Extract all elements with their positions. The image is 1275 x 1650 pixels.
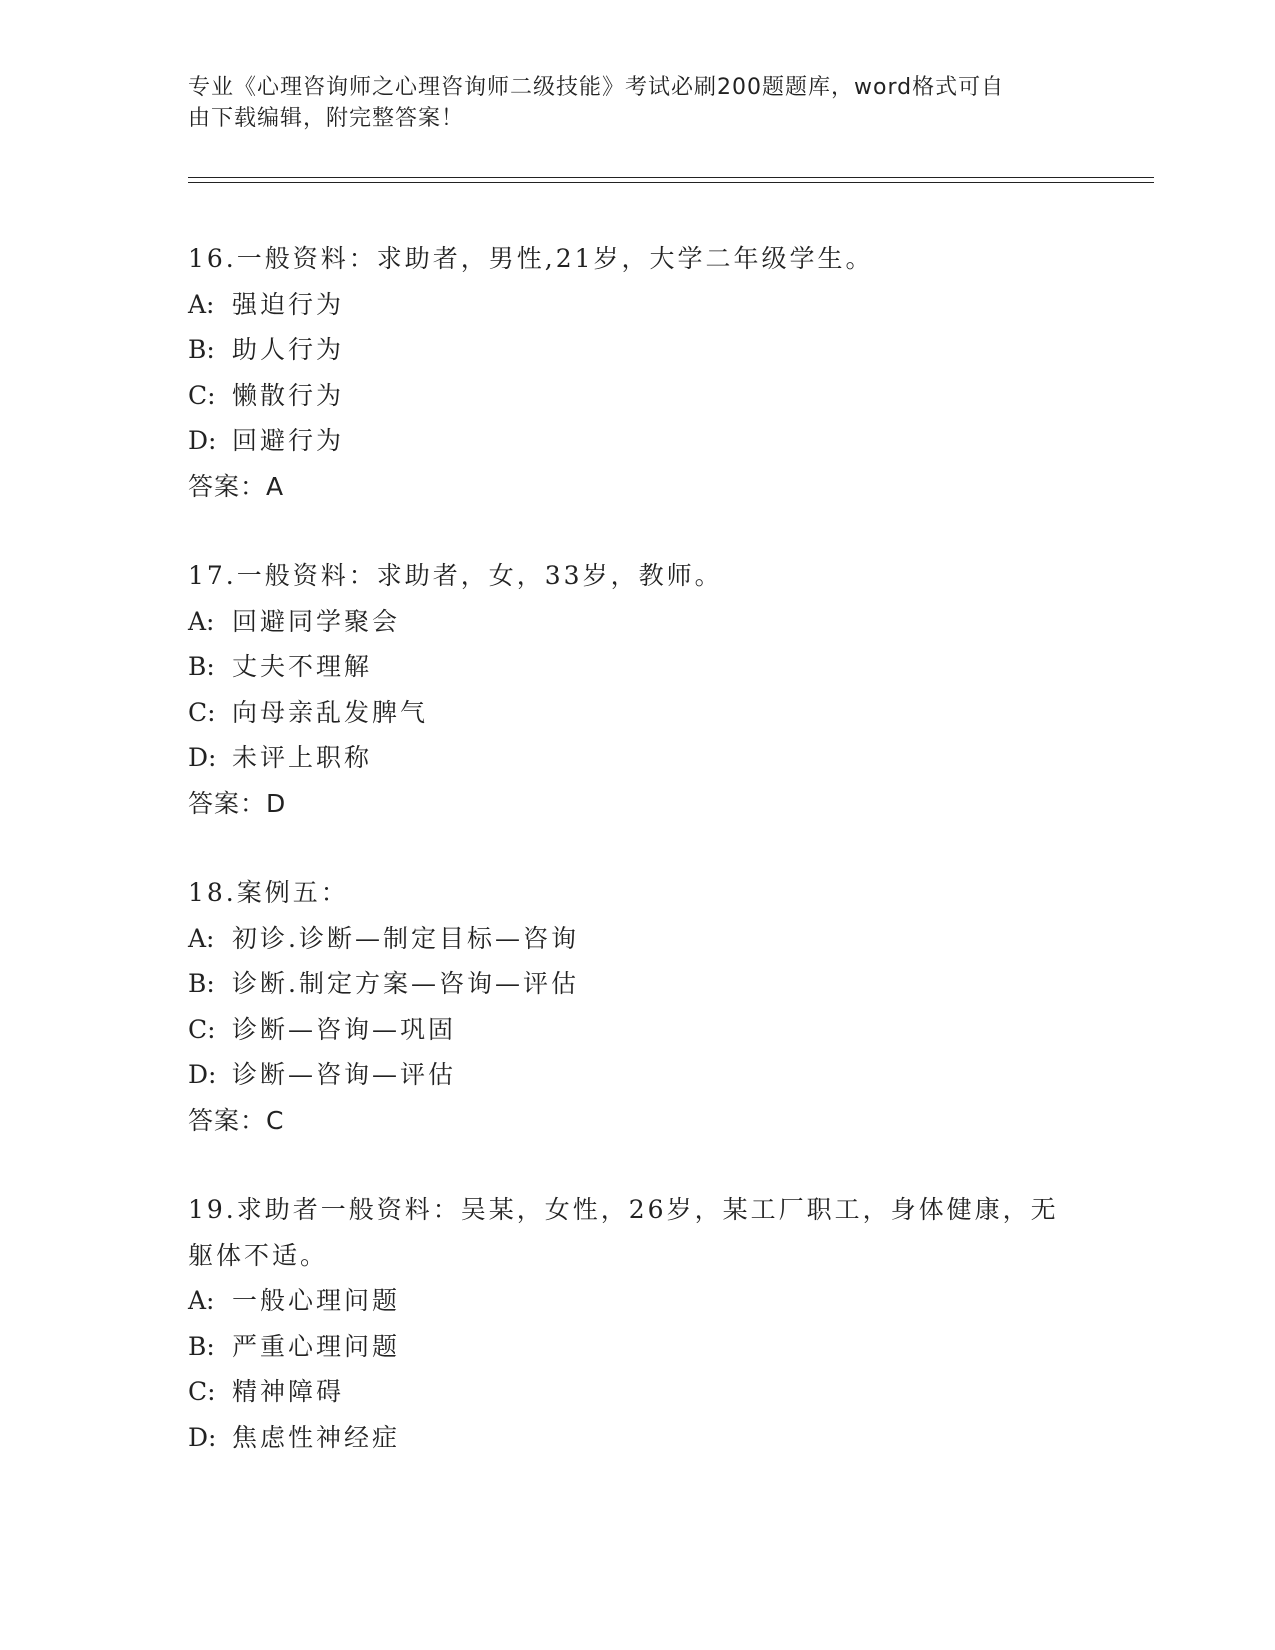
option-letter: D: bbox=[188, 1060, 217, 1089]
document-header bbox=[188, 72, 1088, 134]
option-text: 回避同学聚会 bbox=[232, 606, 401, 636]
option-d bbox=[188, 735, 1088, 781]
option-d bbox=[188, 1415, 1088, 1461]
option-b bbox=[188, 961, 1088, 1007]
option-letter: A: bbox=[188, 923, 215, 953]
option-text: 懒散行为 bbox=[232, 380, 345, 410]
option-c bbox=[188, 1369, 1088, 1415]
option-text: 诊断—咨询—巩固 bbox=[232, 1014, 457, 1044]
option-letter: C: bbox=[188, 1377, 216, 1406]
header-divider-bottom bbox=[188, 182, 1154, 183]
option-letter: B: bbox=[188, 335, 215, 364]
option-letter: B: bbox=[188, 652, 215, 681]
option-text: 精神障碍 bbox=[232, 1377, 345, 1406]
question-stem: 18.案例五： bbox=[188, 878, 349, 907]
option-text: 强迫行为 bbox=[232, 289, 345, 319]
option-a bbox=[188, 599, 1088, 645]
option-letter: A: bbox=[188, 606, 215, 636]
option-text: 丈夫不理解 bbox=[232, 652, 373, 681]
option-text: 回避行为 bbox=[232, 426, 345, 455]
option-text: 诊断.制定方案—咨询—评估 bbox=[232, 969, 579, 998]
option-text: 向母亲乱发脾气 bbox=[232, 697, 429, 727]
option-letter: C: bbox=[188, 380, 216, 410]
option-text: 初诊.诊断—制定目标—咨询 bbox=[232, 923, 579, 953]
option-letter: B: bbox=[188, 969, 215, 998]
answer-line: 答案：C bbox=[188, 1105, 285, 1135]
question-stem: 17.一般资料：求助者，女，33岁，教师。 bbox=[188, 561, 723, 590]
option-a bbox=[188, 916, 1088, 962]
option-c bbox=[188, 373, 1088, 419]
header-intro-line2: 由下载编辑，附完整答案！ bbox=[188, 106, 465, 131]
question-stem: 16.一般资料：求助者，男性,21岁，大学二年级学生。 bbox=[188, 244, 874, 273]
option-letter: B: bbox=[188, 1331, 215, 1361]
question-18 bbox=[188, 870, 1088, 1143]
option-letter: D: bbox=[188, 743, 217, 772]
option-d bbox=[188, 1052, 1088, 1098]
option-b bbox=[188, 1324, 1088, 1370]
option-letter: C: bbox=[188, 1014, 216, 1044]
option-letter: D: bbox=[188, 1422, 217, 1452]
option-letter: D: bbox=[188, 426, 217, 455]
option-text: 助人行为 bbox=[232, 335, 345, 364]
question-16 bbox=[188, 236, 1088, 509]
question-stem-line2: 躯体不适。 bbox=[188, 1240, 329, 1270]
option-text: 严重心理问题 bbox=[232, 1331, 401, 1361]
header-divider-top bbox=[188, 177, 1154, 178]
question-list bbox=[188, 236, 1088, 1504]
option-text: 焦虑性神经症 bbox=[232, 1422, 401, 1452]
option-text: 诊断—咨询—评估 bbox=[232, 1060, 457, 1089]
header-intro-line1: 专业《心理咨询师之心理咨询师二级技能》考试必刷200题题库，word格式可自 bbox=[188, 75, 1005, 100]
option-text: 未评上职称 bbox=[232, 743, 373, 772]
option-text: 一般心理问题 bbox=[232, 1286, 401, 1315]
question-19 bbox=[188, 1187, 1088, 1460]
option-a bbox=[188, 1278, 1088, 1324]
option-letter: C: bbox=[188, 697, 216, 727]
option-c bbox=[188, 690, 1088, 736]
question-17 bbox=[188, 553, 1088, 826]
answer-line: 答案：D bbox=[188, 788, 287, 818]
option-d bbox=[188, 418, 1088, 464]
option-letter: A: bbox=[188, 289, 215, 319]
option-b bbox=[188, 327, 1088, 373]
option-c bbox=[188, 1007, 1088, 1053]
option-b bbox=[188, 644, 1088, 690]
answer-line: 答案：A bbox=[188, 471, 285, 501]
question-stem-line1: 19.求助者一般资料：吴某，女性，26岁，某工厂职工，身体健康，无 bbox=[188, 1195, 1059, 1224]
option-a bbox=[188, 282, 1088, 328]
option-letter: A: bbox=[188, 1286, 215, 1315]
